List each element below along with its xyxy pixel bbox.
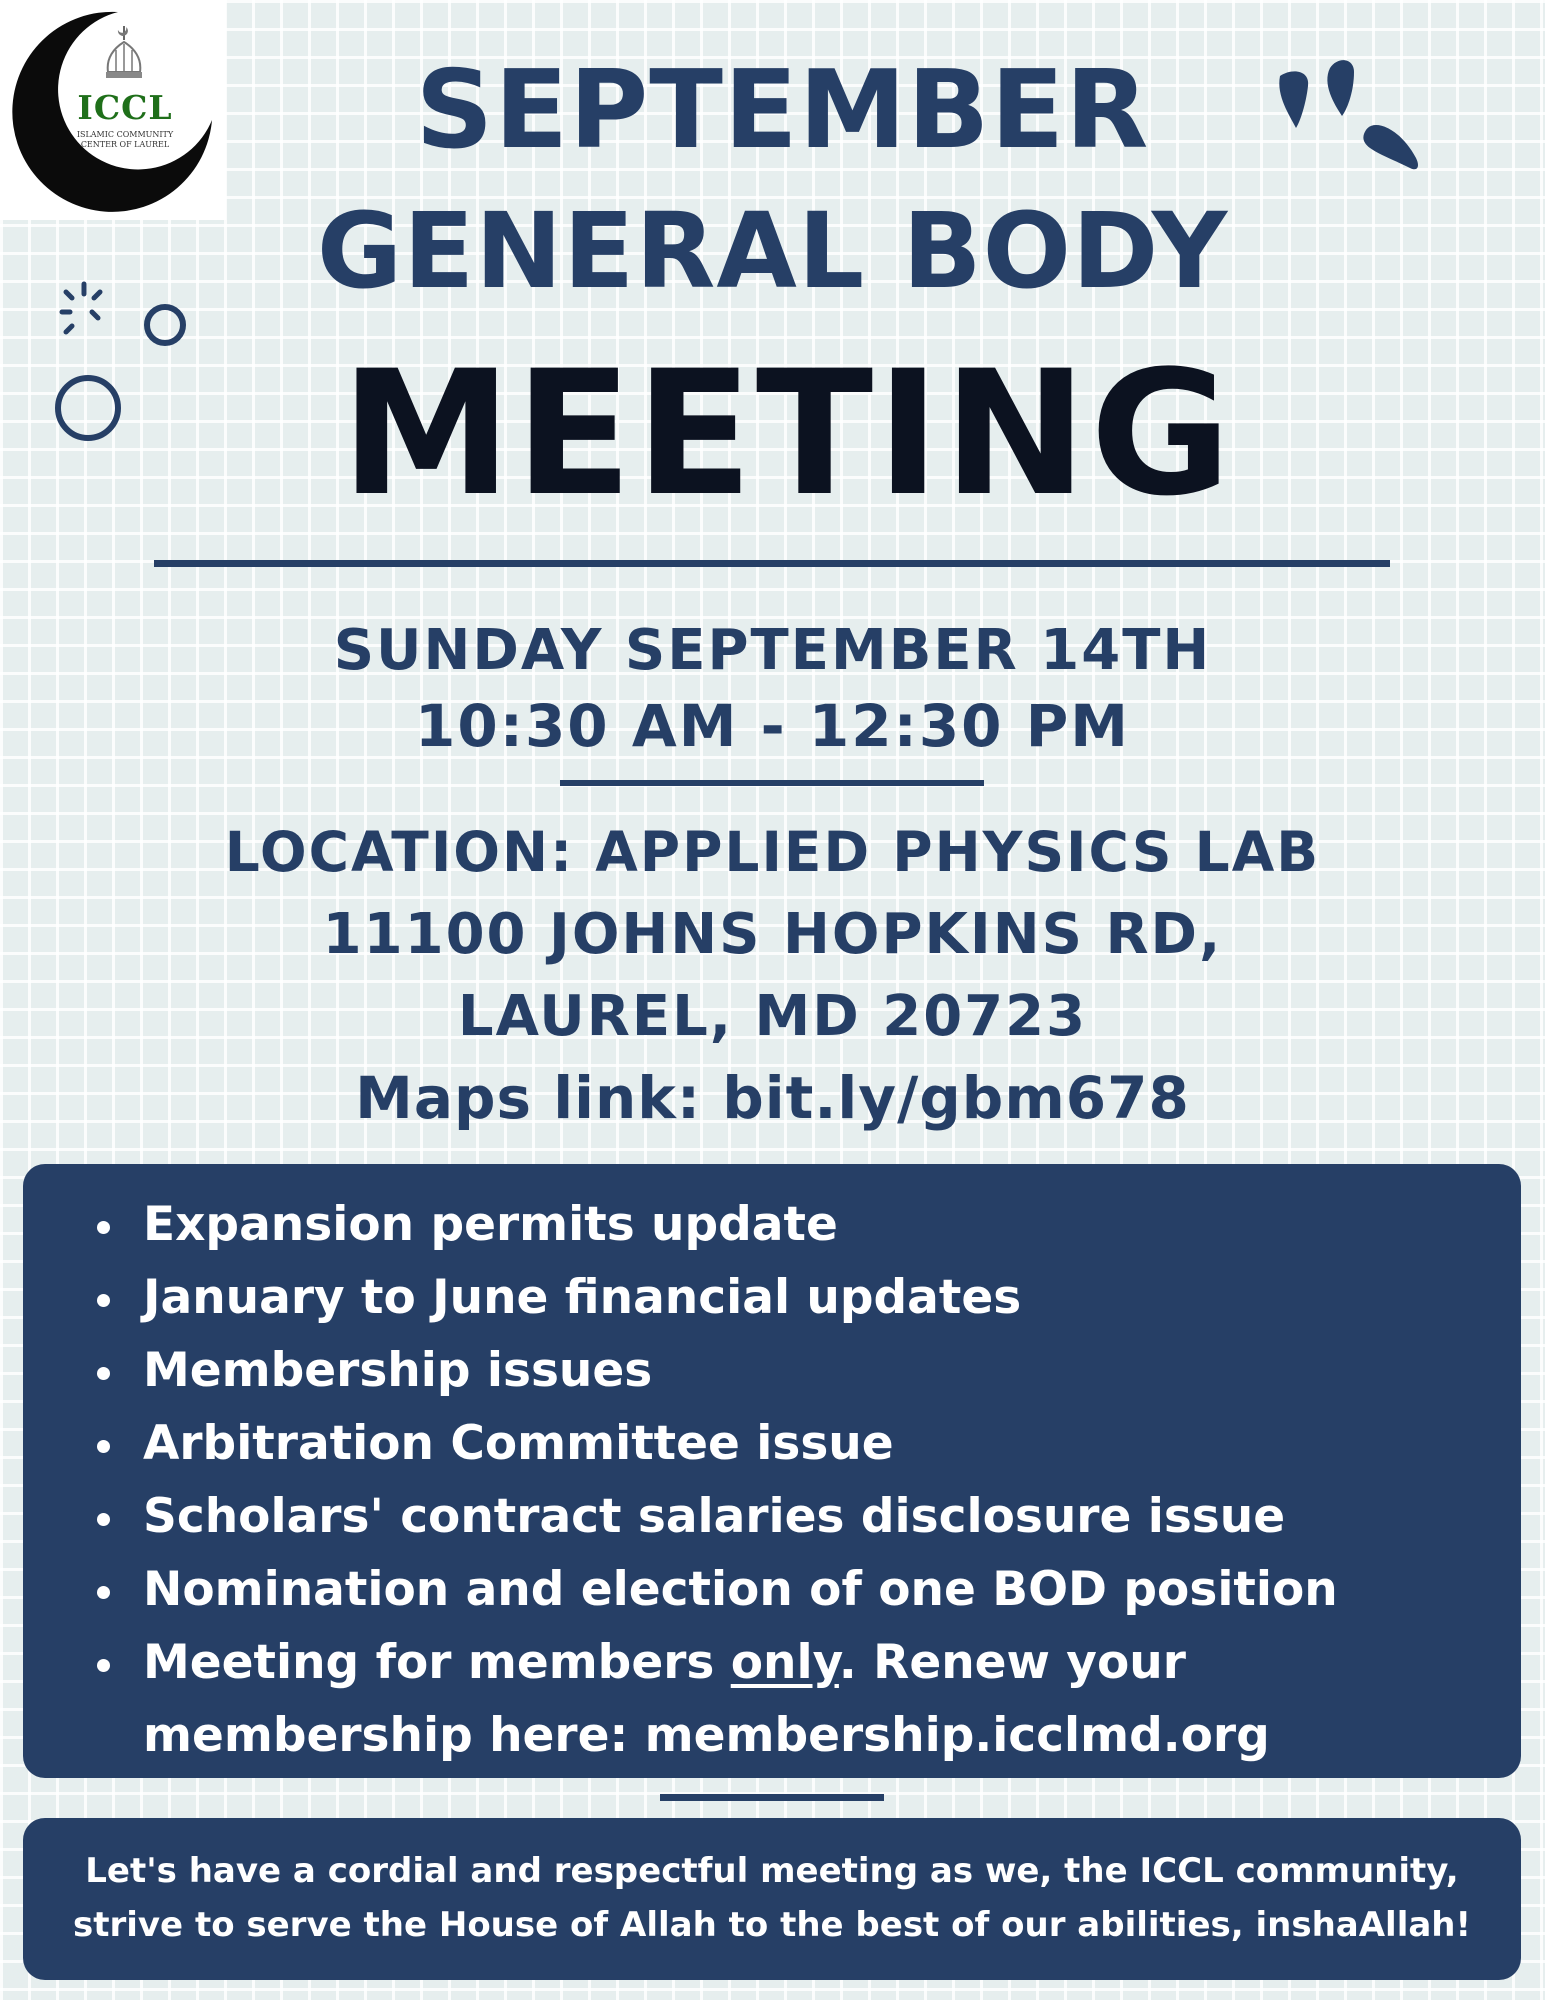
divider — [154, 560, 1390, 567]
agenda-panel — [23, 1164, 1521, 1778]
footer-panel — [23, 1818, 1521, 1980]
logo-subtitle-line1: ISLAMIC COMMUNITY — [76, 130, 174, 139]
membership-suffix: . Renew your — [838, 1635, 1186, 1690]
logo-subtitle-line2: CENTER OF LAUREL — [80, 140, 170, 149]
footer-line1: Let's have a cordial and respectful meeting as we, the ICCL community, — [85, 1851, 1459, 1891]
footer-message — [23, 1844, 1521, 1952]
logo-title: ICCL — [77, 88, 173, 127]
agenda-list — [93, 1188, 1338, 1772]
agenda-item: Expansion permits update — [93, 1188, 1338, 1261]
event-date: SUNDAY SEPTEMBER 14TH — [333, 618, 1212, 683]
membership-only: only — [730, 1635, 839, 1690]
maps-link[interactable]: Maps link: bit.ly/gbm678 — [355, 1064, 1190, 1132]
heading-september: SEPTEMBER — [415, 48, 1150, 173]
footer-line2: strive to serve the House of Allah to the best of our abilities, inshaAllah! — [72, 1905, 1472, 1945]
agenda-item: Arbitration Committee issue — [93, 1407, 1338, 1480]
heading-general-body: GENERAL BODY — [316, 190, 1229, 312]
agenda-item: Membership issues — [93, 1334, 1338, 1407]
agenda-item: Nomination and election of one BOD position — [93, 1553, 1338, 1626]
agenda-item-membership — [93, 1626, 1338, 1772]
divider — [560, 780, 984, 786]
agenda-item: Scholars' contract salaries disclosure issue — [93, 1480, 1338, 1553]
location-name: LOCATION: APPLIED PHYSICS LAB — [224, 820, 1321, 884]
membership-prefix: Meeting for members — [143, 1635, 731, 1690]
agenda-item: January to June financial updates — [93, 1261, 1338, 1334]
divider — [660, 1794, 884, 1801]
membership-link[interactable]: membership here: membership.icclmd.org — [143, 1708, 1270, 1763]
location-city: LAUREL, MD 20723 — [457, 984, 1088, 1049]
location-street: 11100 JOHNS HOPKINS RD, — [322, 902, 1223, 967]
heading-meeting: MEETING — [340, 333, 1235, 534]
event-time: 10:30 AM - 12:30 PM — [415, 692, 1130, 760]
